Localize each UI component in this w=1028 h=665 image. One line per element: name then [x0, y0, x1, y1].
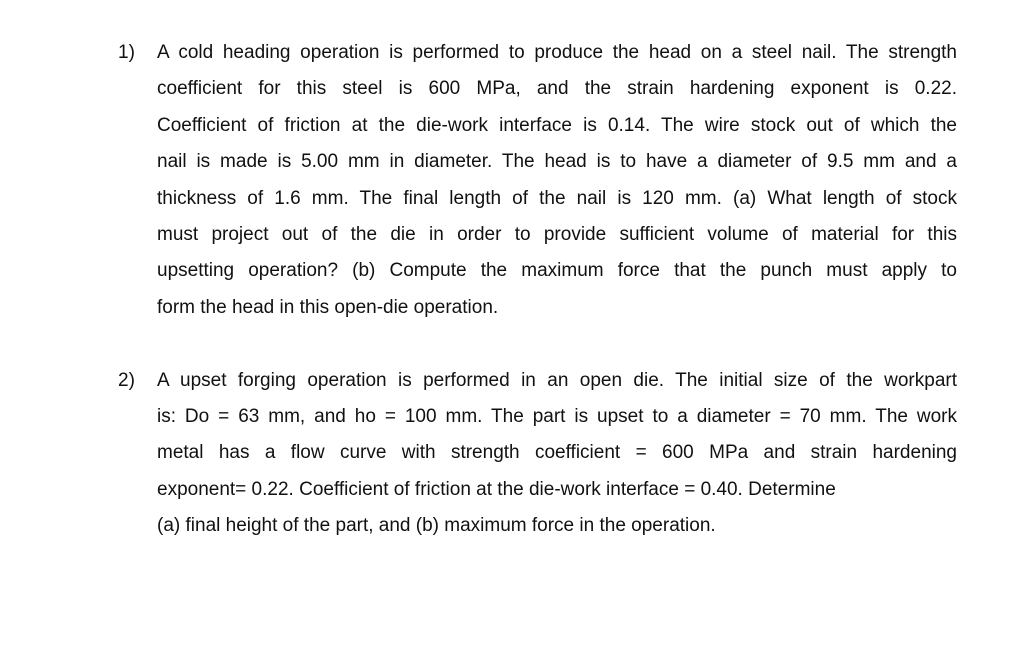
problem-text-line: coefficient for this steel is 600 MPa, and the strain hardening exponent is 0.22.	[157, 78, 957, 99]
problem-text-line: (a) final height of the part, and (b) maximum force in the operation.	[157, 515, 716, 536]
problem-text-line: upsetting operation? (b) Compute the maximum force that the punch must apply to	[157, 260, 957, 281]
problem-text-line: A upset forging operation is performed in an open die. The initial size of the workpart	[157, 370, 957, 391]
problem-text-line: thickness of 1.6 mm. The final length of the nail is 120 mm. (a) What length of stock	[157, 188, 957, 209]
problem-text-line: nail is made is 5.00 mm in diameter. The head is to have a diameter of 9.5 mm and a	[157, 151, 957, 172]
problem-text-line: Coefficient of friction at the die-work interface is 0.14. The wire stock out of which the	[157, 115, 957, 136]
problem-text-line: must project out of the die in order to provide sufficient volume of material for this	[157, 224, 957, 245]
problem-text-line: form the head in this open-die operation.	[157, 297, 499, 318]
problem-text-line: metal has a flow curve with strength coefficient = 600 MPa and strain hardening	[157, 442, 957, 463]
problem-text-line: A cold heading operation is performed to produce the head on a steel nail. The strength	[157, 42, 957, 63]
problem-text-line: exponent= 0.22. Coefficient of friction at the die-work interface = 0.40. Determine	[157, 479, 836, 500]
problem-text-line: is: Do = 63 mm, and ho = 100 mm. The part is upset to a diameter = 70 mm. The work	[157, 406, 957, 427]
problem-number: 2)	[118, 370, 135, 391]
problem-number: 1)	[118, 42, 135, 63]
